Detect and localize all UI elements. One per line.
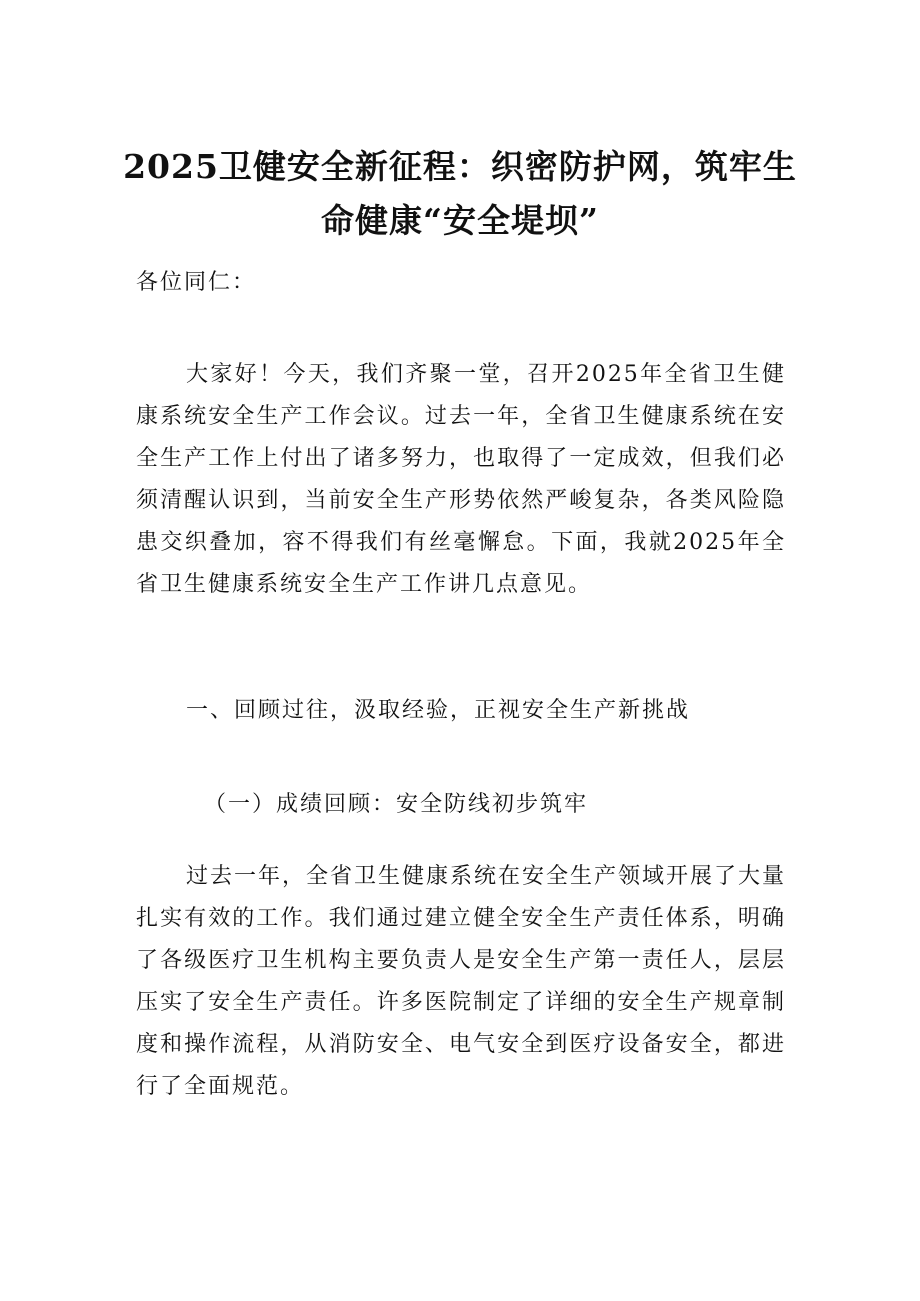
body-paragraph: 过去一年，全省卫生健康系统在安全生产领域开展了大量扎实有效的工作。我们通过建立健全安全生产责任体系，明确了各级医疗卫生机构主要负责人是安全生产第一责任人，层层压实了安全生产责任。许多医院制定了详细的安全生产规章制度和操作流程，从消防安全、电气安全到医疗设备安全，都进行了全面规范。 (136, 864, 787, 1099)
intro-paragraph: 大家好！今天，我们齐聚一堂，召开2025年全省卫生健康系统安全生产工作会议。过去一年，全省卫生健康系统在安全生产工作上付出了诸多努力，也取得了一定成效，但我们必须清醒认识到，当前安全生产形势依然严峻复杂，各类风险隐患交织叠加，容不得我们有丝毫懈怠。下面，我就2025年全省卫生健康系统安全生产工作讲几点意见。 (136, 362, 786, 597)
section-heading: 一、回顾过往，汲取经验，正视安全生产新挑战 (186, 698, 691, 723)
greeting: 各位同仁： (136, 270, 257, 295)
document-title: 2025卫健安全新征程：织密防护网，筑牢生命健康“安全堤坝” (123, 147, 797, 241)
subsection-heading: （一）成绩回顾：安全防线初步筑牢 (204, 792, 589, 817)
